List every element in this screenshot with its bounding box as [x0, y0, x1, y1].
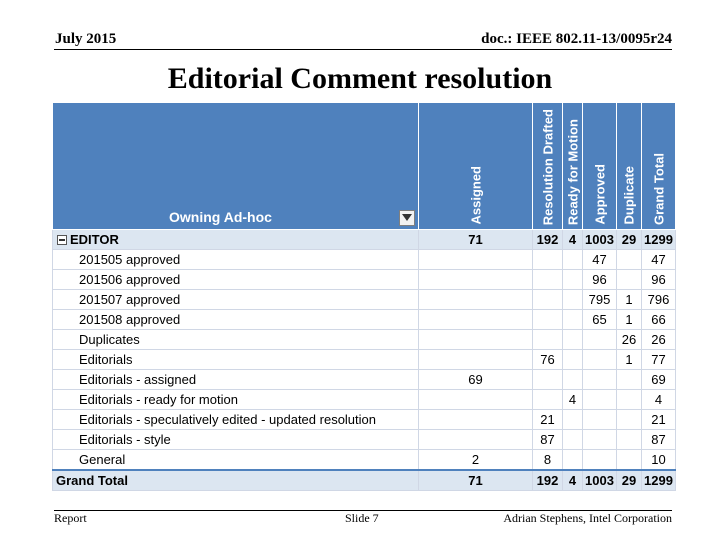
- table-cell: 796: [642, 290, 676, 310]
- column-header-grand-total: Grand Total: [642, 103, 676, 230]
- table-cell: [563, 450, 583, 471]
- table-cell: [419, 270, 533, 290]
- table-cell: [533, 290, 563, 310]
- table-cell: [563, 330, 583, 350]
- table-cell: [533, 390, 563, 410]
- table-cell: 66: [642, 310, 676, 330]
- table-cell: 2: [419, 450, 533, 471]
- table-cell: 47: [642, 250, 676, 270]
- table-cell: 71: [419, 470, 533, 491]
- column-header-ready-for-motion: Ready for Motion: [563, 103, 583, 230]
- table-cell: [583, 410, 617, 430]
- table-cell: [617, 390, 642, 410]
- table-cell: [583, 370, 617, 390]
- table-cell: 29: [617, 470, 642, 491]
- table-cell: [617, 410, 642, 430]
- table-cell: [583, 390, 617, 410]
- table-cell: [419, 330, 533, 350]
- row-header-label: Owning Ad-hoc: [169, 209, 272, 225]
- table-cell: [419, 390, 533, 410]
- table-cell: [583, 450, 617, 471]
- table-cell: 87: [642, 430, 676, 450]
- row-label: 201507 approved: [53, 290, 419, 310]
- table-cell: 1003: [583, 470, 617, 491]
- table-cell: [419, 290, 533, 310]
- row-label: Editorials - ready for motion: [53, 390, 419, 410]
- table-cell: 87: [533, 430, 563, 450]
- table-cell: [419, 410, 533, 430]
- table-cell: [533, 370, 563, 390]
- row-label: General: [53, 450, 419, 471]
- pivot-header-row: [53, 103, 676, 230]
- footer-left: Report: [54, 511, 87, 525]
- table-cell: [419, 350, 533, 370]
- row-label: Duplicates: [53, 330, 419, 350]
- table-cell: 4: [642, 390, 676, 410]
- table-cell: [563, 290, 583, 310]
- table-cell: [563, 250, 583, 270]
- header-doc-id: doc.: IEEE 802.11-13/0095r24: [481, 31, 672, 47]
- table-row: [53, 450, 676, 471]
- table-cell: [533, 310, 563, 330]
- table-cell: [583, 330, 617, 350]
- table-cell: [533, 250, 563, 270]
- table-cell: [583, 350, 617, 370]
- table-row: [53, 290, 676, 310]
- filter-dropdown-icon[interactable]: [399, 210, 415, 226]
- table-cell: [533, 270, 563, 290]
- table-cell: 21: [533, 410, 563, 430]
- table-cell: 192: [533, 470, 563, 491]
- table-cell: [617, 250, 642, 270]
- row-label: Editorials: [53, 350, 419, 370]
- table-cell: 4: [563, 230, 583, 250]
- row-label: 201506 approved: [53, 270, 419, 290]
- slide-title: Editorial Comment resolution: [167, 62, 553, 95]
- table-cell: 192: [533, 230, 563, 250]
- table-cell: 77: [642, 350, 676, 370]
- table-cell: 4: [563, 470, 583, 491]
- table-cell: [563, 410, 583, 430]
- table-cell: 69: [419, 370, 533, 390]
- table-cell: 29: [617, 230, 642, 250]
- table-cell: 1003: [583, 230, 617, 250]
- table-cell: [617, 370, 642, 390]
- table-cell: 1: [617, 290, 642, 310]
- table-cell: [563, 310, 583, 330]
- table-row: [53, 410, 676, 430]
- pivot-table: [52, 102, 676, 491]
- table-cell: 26: [642, 330, 676, 350]
- table-cell: 1: [617, 350, 642, 370]
- footer-author: Adrian Stephens, Intel Corporation: [503, 511, 672, 525]
- table-row: [53, 350, 676, 370]
- table-row: [53, 430, 676, 450]
- table-cell: [563, 350, 583, 370]
- table-cell: [563, 370, 583, 390]
- column-header-assigned: Assigned: [419, 103, 533, 230]
- table-row: [53, 330, 676, 350]
- table-cell: 8: [533, 450, 563, 471]
- row-label: 201508 approved: [53, 310, 419, 330]
- table-cell: [583, 430, 617, 450]
- table-row: [53, 310, 676, 330]
- grand-total-label: Grand Total: [53, 470, 419, 491]
- header-date: July 2015: [55, 31, 117, 47]
- table-cell: 4: [563, 390, 583, 410]
- table-cell: [563, 270, 583, 290]
- row-label: Editorials - speculatively edited - updated resolution: [53, 410, 419, 430]
- table-cell: 47: [583, 250, 617, 270]
- table-cell: 76: [533, 350, 563, 370]
- collapse-minus-icon[interactable]: [57, 235, 67, 245]
- footer-slide-number: Slide 7: [345, 511, 379, 525]
- table-cell: 26: [617, 330, 642, 350]
- column-header-approved: Approved: [583, 103, 617, 230]
- table-cell: [617, 270, 642, 290]
- table-cell: 795: [583, 290, 617, 310]
- table-row: [53, 390, 676, 410]
- table-cell: [419, 250, 533, 270]
- table-row: [53, 370, 676, 390]
- grand-total-row: [53, 470, 676, 491]
- table-cell: [419, 430, 533, 450]
- column-header-duplicate: Duplicate: [617, 103, 642, 230]
- table-cell: 1299: [642, 230, 676, 250]
- table-cell: 69: [642, 370, 676, 390]
- table-cell: 65: [583, 310, 617, 330]
- table-cell: 10: [642, 450, 676, 471]
- table-cell: [419, 310, 533, 330]
- table-cell: 21: [642, 410, 676, 430]
- table-row: [53, 270, 676, 290]
- header-divider: [54, 49, 672, 50]
- group-label-cell[interactable]: EDITOR: [53, 230, 419, 250]
- table-cell: 96: [583, 270, 617, 290]
- table-cell: [617, 430, 642, 450]
- row-label: Editorials - style: [53, 430, 419, 450]
- table-cell: 1: [617, 310, 642, 330]
- table-cell: [563, 430, 583, 450]
- table-cell: 96: [642, 270, 676, 290]
- table-row: [53, 250, 676, 270]
- table-cell: 71: [419, 230, 533, 250]
- table-cell: 1299: [642, 470, 676, 491]
- group-row-editor: [53, 230, 676, 250]
- column-header-resolution-drafted: Resolution Drafted: [533, 103, 563, 230]
- table-cell: [617, 450, 642, 471]
- row-header-cell: [53, 103, 419, 230]
- row-label: Editorials - assigned: [53, 370, 419, 390]
- row-label: 201505 approved: [53, 250, 419, 270]
- table-cell: [533, 330, 563, 350]
